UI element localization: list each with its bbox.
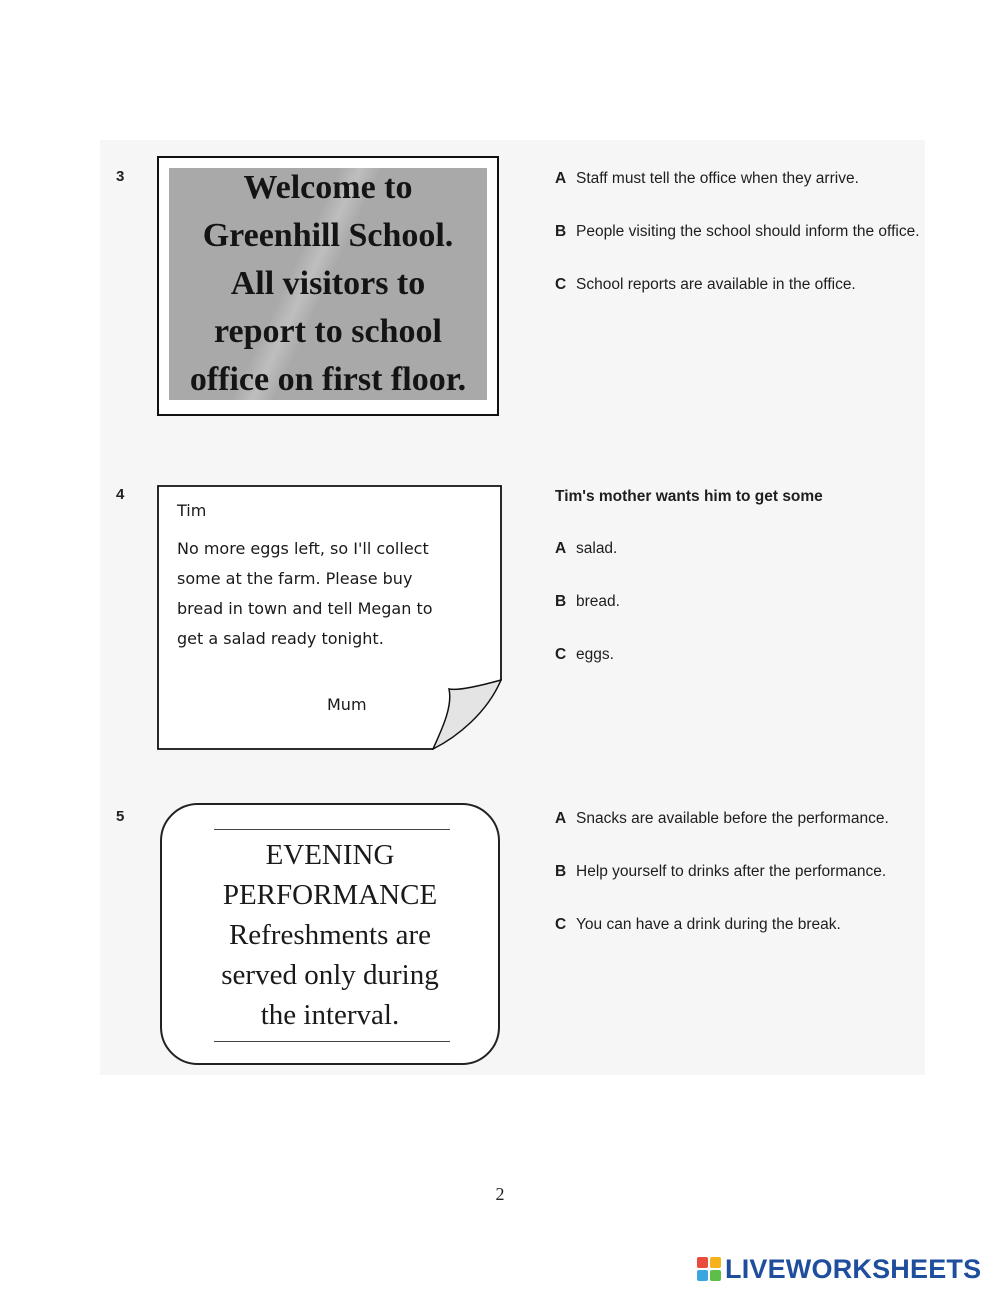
sign-top-rule <box>214 829 450 830</box>
evening-performance-sign <box>160 803 500 1065</box>
note-signature: Mum <box>327 695 367 714</box>
option-5a[interactable]: A Snacks are available before the performance. <box>555 810 889 827</box>
question-number-3: 3 <box>116 168 125 185</box>
option-3a[interactable]: A Staff must tell the office when they arrive. <box>555 170 859 187</box>
handwritten-note <box>157 485 502 750</box>
option-5b[interactable]: B Help yourself to drinks after the performance. <box>555 863 887 880</box>
option-3b[interactable]: B People visiting the school should inform the office. <box>555 223 920 240</box>
sign-bottom-rule <box>214 1041 450 1042</box>
option-4a[interactable]: A salad. <box>555 540 618 557</box>
performance-notice-text: EVENING PERFORMANCE Refreshments are served only during the interval. <box>221 839 439 1031</box>
liveworksheets-logo[interactable] <box>697 1254 981 1284</box>
question-number-5: 5 <box>116 808 125 825</box>
question-number-4: 4 <box>116 486 125 503</box>
note-message: No more eggs left, so I'll collect some at the farm. Please buy bread in town and tell Megan to get a salad ready tonight. <box>177 539 433 648</box>
option-4c[interactable]: C eggs. <box>555 646 614 663</box>
logo-text: LIVEWORKSHEETS <box>725 1253 982 1284</box>
school-notice-sign <box>157 156 499 416</box>
question-4-prompt: Tim's mother wants him to get some <box>555 488 823 505</box>
page-number: 2 <box>495 1184 505 1204</box>
option-3c[interactable]: C School reports are available in the office. <box>555 276 856 293</box>
question-5-options <box>555 806 925 965</box>
question-4-options <box>555 484 925 695</box>
option-5c[interactable]: C You can have a drink during the break. <box>555 916 841 933</box>
question-3-options <box>555 166 925 325</box>
note-recipient: Tim <box>177 501 207 520</box>
school-notice-text: Welcome to Greenhill School. All visitors to report to school office on first floor. <box>189 169 467 398</box>
liveworksheets-logo-icon <box>697 1257 721 1281</box>
option-4b[interactable]: B bread. <box>555 593 620 610</box>
